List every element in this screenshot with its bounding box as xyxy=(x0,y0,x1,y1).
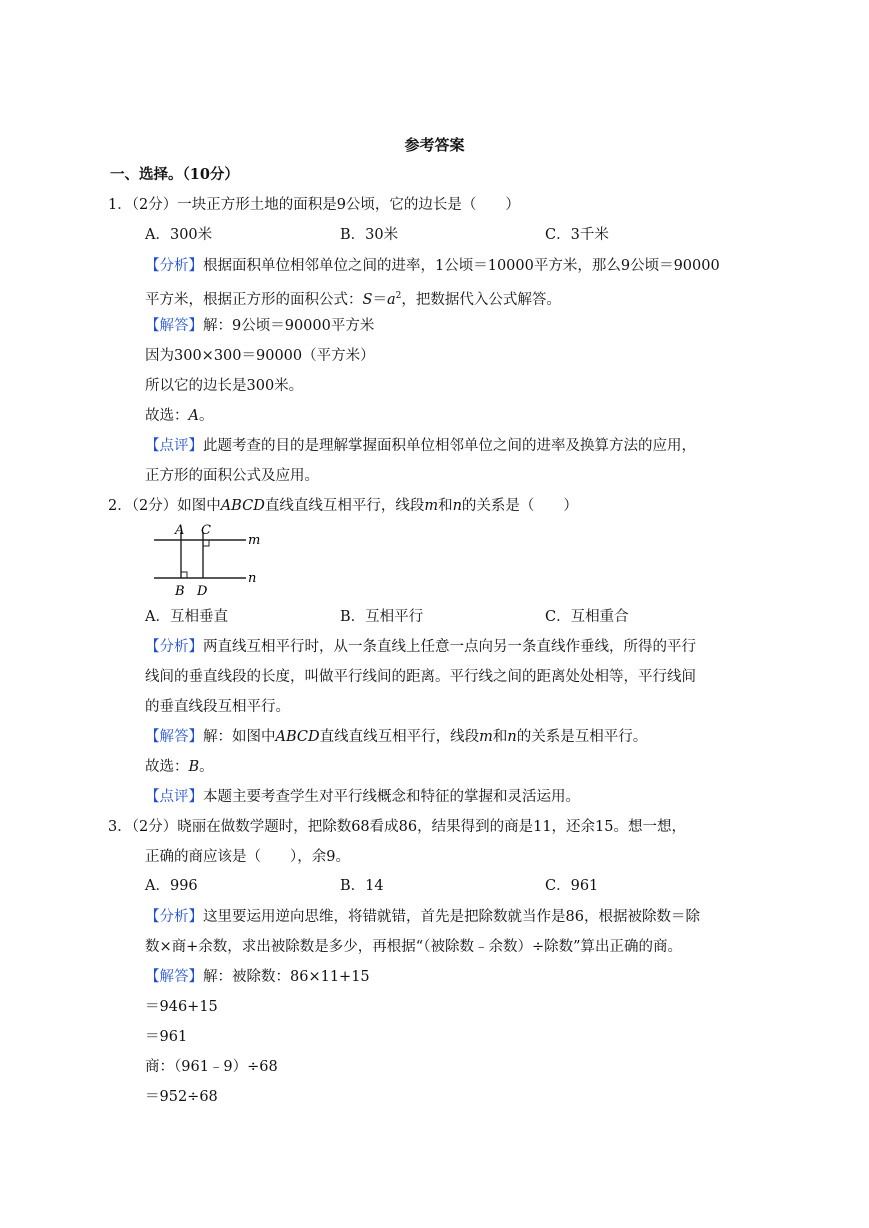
solution-text: 和 xyxy=(492,729,508,745)
q1-comment-line2: 正方形的面积公式及应用。 xyxy=(145,468,319,484)
q3-stem-line2: 正确的商应该是（ ），余9。 xyxy=(145,849,350,865)
q3-analysis-line1 xyxy=(145,907,700,927)
q1-analysis-line1 xyxy=(145,256,720,276)
choice-suffix: 。 xyxy=(199,759,214,775)
comment-tag: 【点评】 xyxy=(145,438,203,454)
formula-eq: ＝ xyxy=(372,292,387,308)
label-m: m xyxy=(248,533,261,548)
q1-choice xyxy=(145,406,213,426)
comment-tag: 【点评】 xyxy=(145,789,203,805)
q3-step-3: 商：（961﹣9）÷68 xyxy=(145,1059,278,1075)
solution-n: n xyxy=(507,729,517,745)
solution-text: 解：被除数：86×11+15 xyxy=(203,969,370,985)
stem-abcd: ABCD xyxy=(220,498,265,514)
q3-option-a: A．996 xyxy=(145,878,198,894)
q1-step-1: 因为300×300＝90000（平方米） xyxy=(145,348,375,364)
q2-analysis-line1 xyxy=(145,637,696,657)
comment-text: 此题考查的目的是理解掌握面积单位相邻单位之间的进率及换算方法的应用， xyxy=(203,438,696,454)
choice-letter: A xyxy=(188,408,199,424)
q2-solution xyxy=(145,727,647,747)
right-angle-b xyxy=(181,572,187,578)
q2-comment xyxy=(145,787,580,807)
q2-option-a: A．互相垂直 xyxy=(145,609,228,625)
analysis-text: 两直线互相平行时，从一条直线上任意一点向另一条直线作垂线，所得的平行 xyxy=(203,639,696,655)
stem-text: 和 xyxy=(438,498,453,514)
stem-text: 2．（2分）如图中 xyxy=(108,498,221,514)
page-title: 参考答案 xyxy=(404,136,465,154)
stem-n: n xyxy=(452,498,462,514)
q1-option-a: A．300米 xyxy=(145,227,213,243)
q3-step-1: ＝946+15 xyxy=(145,999,218,1015)
q3-solution xyxy=(145,967,370,987)
formula-exponent: 2 xyxy=(395,291,402,301)
q3-option-c: C．961 xyxy=(545,878,599,894)
label-d: D xyxy=(197,584,208,599)
stem-m: m xyxy=(424,498,439,514)
q1-analysis-line2 xyxy=(145,286,561,310)
solution-m: m xyxy=(479,729,493,745)
formula-a: a xyxy=(386,292,396,308)
q1-stem: 1．（2分）一块正方形土地的面积是9公顷，它的边长是（ ） xyxy=(108,197,520,213)
solution-tag: 【解答】 xyxy=(145,318,203,334)
choice-letter: B xyxy=(188,759,200,775)
q1-option-c: C．3千米 xyxy=(545,227,609,243)
formula-s: S xyxy=(362,292,373,308)
choice-prefix: 故选： xyxy=(145,759,189,775)
stem-text: 直线直线互相平行，线段 xyxy=(264,498,425,514)
q1-option-b: B．30米 xyxy=(340,227,399,243)
comment-text: 本题主要考查学生对平行线概念和特征的掌握和灵活运用。 xyxy=(203,789,580,805)
q1-comment-line1 xyxy=(145,436,696,456)
solution-text: 解：如图中 xyxy=(203,729,276,745)
section-heading: 一、选择。（10分） xyxy=(110,166,239,183)
label-n: n xyxy=(248,571,257,586)
solution-text: 直线直线互相平行，线段 xyxy=(319,729,480,745)
q3-step-2: ＝961 xyxy=(145,1029,188,1045)
q2-analysis-line2: 线间的垂直线段的长度，叫做平行线间的距离。平行线之间的距离处处相等，平行线间 xyxy=(145,669,696,685)
label-c: C xyxy=(201,523,211,538)
q2-choice xyxy=(145,757,214,777)
right-angle-c xyxy=(203,540,209,546)
q1-step-2: 所以它的边长是300米。 xyxy=(145,378,304,394)
analysis-tag: 【分析】 xyxy=(145,909,203,925)
solution-text: 的关系是互相平行。 xyxy=(516,729,648,745)
q1-solution xyxy=(145,316,374,336)
q3-option-b: B．14 xyxy=(340,878,384,894)
stem-text: 的关系是（ ） xyxy=(461,498,578,514)
solution-text: 解：9公顷＝90000平方米 xyxy=(203,318,375,334)
analysis-text: 根据面积单位相邻单位之间的进率，1公顷＝10000平方米，那么9公顷＝90000 xyxy=(203,258,720,274)
parallel-lines-figure xyxy=(150,520,270,600)
analysis-tag: 【分析】 xyxy=(145,258,203,274)
label-b: B xyxy=(175,584,185,599)
analysis-tag: 【分析】 xyxy=(145,639,203,655)
solution-tag: 【解答】 xyxy=(145,969,203,985)
q2-analysis-line3: 的垂直线段互相平行。 xyxy=(145,699,290,715)
q3-stem-line1: 3．（2分）晓丽在做数学题时，把除数68看成86，结果得到的商是11，还余15。想一想， xyxy=(108,819,687,835)
q3-analysis-line2: 数×商+余数，求出被除数是多少，再根据“（被除数﹣余数）÷除数”算出正确的商。 xyxy=(145,939,683,955)
analysis-text: 这里要运用逆向思维，将错就错，首先是把除数就当作是86，根据被除数＝除 xyxy=(203,909,700,925)
solution-abcd: ABCD xyxy=(275,729,320,745)
q2-option-c: C．互相重合 xyxy=(545,609,629,625)
analysis-text: ，把数据代入公式解答。 xyxy=(401,292,561,308)
choice-suffix: 。 xyxy=(198,408,214,424)
solution-tag: 【解答】 xyxy=(145,729,203,745)
label-a: A xyxy=(175,523,185,538)
choice-prefix: 故选： xyxy=(145,408,189,424)
q2-stem xyxy=(108,496,578,516)
analysis-text: 平方米，根据正方形的面积公式： xyxy=(145,292,363,308)
q2-option-b: B．互相平行 xyxy=(340,609,424,625)
q3-step-4: ＝952÷68 xyxy=(145,1089,218,1105)
